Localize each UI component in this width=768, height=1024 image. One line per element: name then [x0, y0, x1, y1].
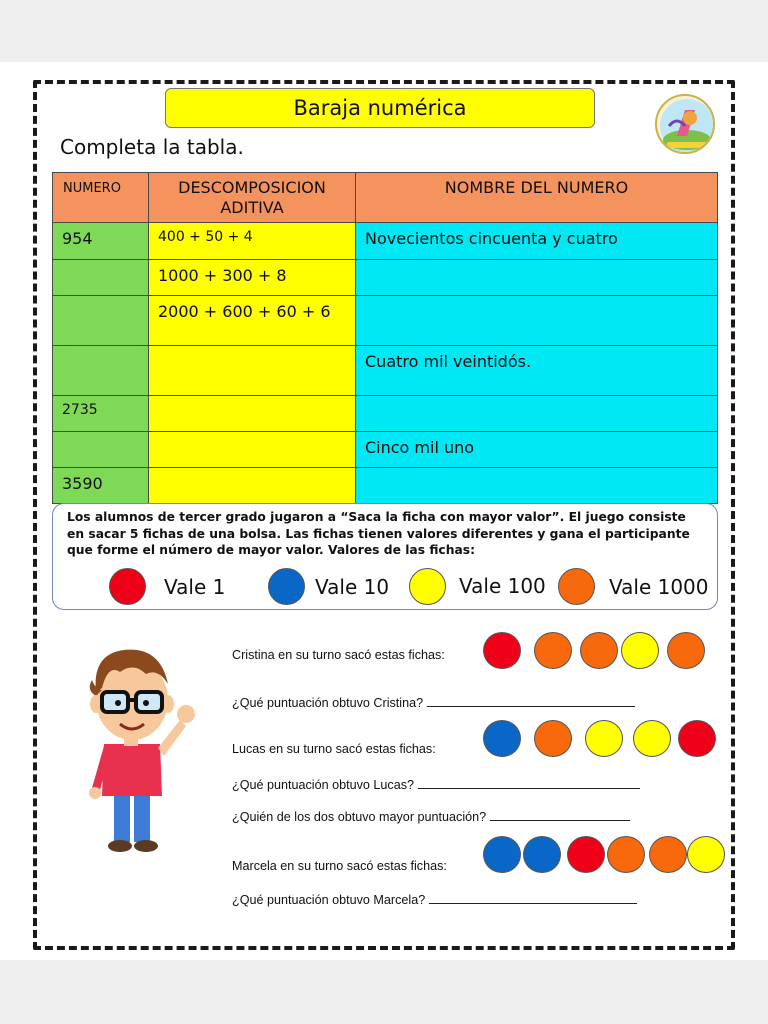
table-row: [53, 296, 718, 346]
blue-chip-icon: [268, 568, 305, 605]
cristina-chip-3-icon: [580, 632, 618, 669]
numero-cell[interactable]: 954: [53, 223, 149, 260]
marcela-chip-1-icon: [483, 836, 521, 873]
descomposicion-cell[interactable]: 1000 + 300 + 8: [149, 260, 356, 296]
lucas-draw-text: Lucas en su turno sacó estas fichas:: [232, 742, 436, 756]
game-description: Los alumnos de tercer grado jugaron a “Saca la ficha con mayor valor”. El juego consiste en sacar 5 fichas de una bolsa. Las fichas tienen valores diferentes y gana el participante que forme el número de mayor valor. Valores de las fichas:: [67, 510, 690, 557]
compare-question-text: ¿Quién de los dos obtuvo mayor puntuación?: [232, 810, 487, 824]
descomposicion-cell[interactable]: [149, 346, 356, 396]
lucas-chip-1-icon: [483, 720, 521, 757]
marcela-chip-2-icon: [523, 836, 561, 873]
nombre-cell[interactable]: [356, 296, 718, 346]
lucas-question-text: ¿Qué puntuación obtuvo Lucas?: [232, 778, 415, 792]
lucas-question: [232, 777, 640, 792]
orange-chip-icon: [558, 568, 595, 605]
compare-answer-blank[interactable]: [490, 809, 630, 821]
cristina-chip-1-icon: [483, 632, 521, 669]
table-row: [53, 432, 718, 468]
cristina-chip-4-icon: [621, 632, 659, 669]
yellow-chip-icon: [409, 568, 446, 605]
cristina-chip-2-icon: [534, 632, 572, 669]
table-row: [53, 260, 718, 296]
lucas-chip-5-icon: [678, 720, 716, 757]
worksheet-page: [0, 62, 768, 960]
cristina-question-text: ¿Qué puntuación obtuvo Cristina?: [232, 696, 424, 710]
numero-cell[interactable]: [53, 296, 149, 346]
numero-cell[interactable]: [53, 346, 149, 396]
marcela-chip-5-icon: [649, 836, 687, 873]
descomposicion-cell[interactable]: 2000 + 600 + 60 + 6: [149, 296, 356, 346]
waving-boy-icon: [62, 640, 202, 860]
cristina-question: [232, 695, 635, 710]
value-label-yellow: Vale 100: [459, 574, 546, 598]
marcela-question: [232, 892, 637, 907]
nombre-cell[interactable]: Cuatro mil veintidós.: [356, 346, 718, 396]
lucas-chip-2-icon: [534, 720, 572, 757]
marcela-chip-6-icon: [687, 836, 725, 873]
table-row: [53, 346, 718, 396]
cristina-draw-text: Cristina en su turno sacó estas fichas:: [232, 648, 445, 662]
marcela-chip-3-icon: [567, 836, 605, 873]
descomposicion-cell[interactable]: [149, 432, 356, 468]
table-row: [53, 396, 718, 432]
table-row: [53, 223, 718, 260]
header-numero: NUMERO: [53, 173, 149, 223]
cristina-answer-blank[interactable]: [427, 695, 635, 707]
lucas-chip-3-icon: [585, 720, 623, 757]
numero-cell[interactable]: [53, 260, 149, 296]
table-row: [53, 468, 718, 504]
descomposicion-cell[interactable]: [149, 468, 356, 504]
marcela-chip-4-icon: [607, 836, 645, 873]
value-label-blue: Vale 10: [315, 575, 390, 599]
marcela-draw-text: Marcela en su turno sacó estas fichas:: [232, 859, 447, 873]
nombre-cell[interactable]: [356, 468, 718, 504]
numero-cell[interactable]: [53, 432, 149, 468]
nombre-cell[interactable]: [356, 396, 718, 432]
nombre-cell[interactable]: Novecientos cincuenta y cuatro: [356, 223, 718, 260]
header-nombre: NOMBRE DEL NUMERO: [356, 173, 718, 223]
school-logo-icon: [655, 94, 715, 154]
table-header-row: [53, 173, 718, 223]
cristina-chip-5-icon: [667, 632, 705, 669]
lucas-answer-blank[interactable]: [418, 777, 640, 789]
marcela-question-text: ¿Qué puntuación obtuvo Marcela?: [232, 893, 426, 907]
descomposicion-cell[interactable]: [149, 396, 356, 432]
number-table: [52, 172, 718, 504]
chip-values-box: [52, 503, 718, 610]
instruction-text: Completa la tabla.: [60, 135, 244, 159]
worksheet-title: Baraja numérica: [165, 88, 595, 128]
compare-question: [232, 809, 630, 824]
numero-cell[interactable]: 2735: [53, 396, 149, 432]
value-label-red: Vale 1: [164, 575, 226, 599]
value-label-orange: Vale 1000: [609, 575, 709, 599]
red-chip-icon: [109, 568, 146, 605]
descomposicion-cell[interactable]: 400 + 50 + 4: [149, 223, 356, 260]
nombre-cell[interactable]: Cinco mil uno: [356, 432, 718, 468]
nombre-cell[interactable]: [356, 260, 718, 296]
numero-cell[interactable]: 3590: [53, 468, 149, 504]
header-descomposicion: DESCOMPOSICION ADITIVA: [149, 173, 356, 223]
marcela-answer-blank[interactable]: [429, 892, 637, 904]
lucas-chip-4-icon: [633, 720, 671, 757]
